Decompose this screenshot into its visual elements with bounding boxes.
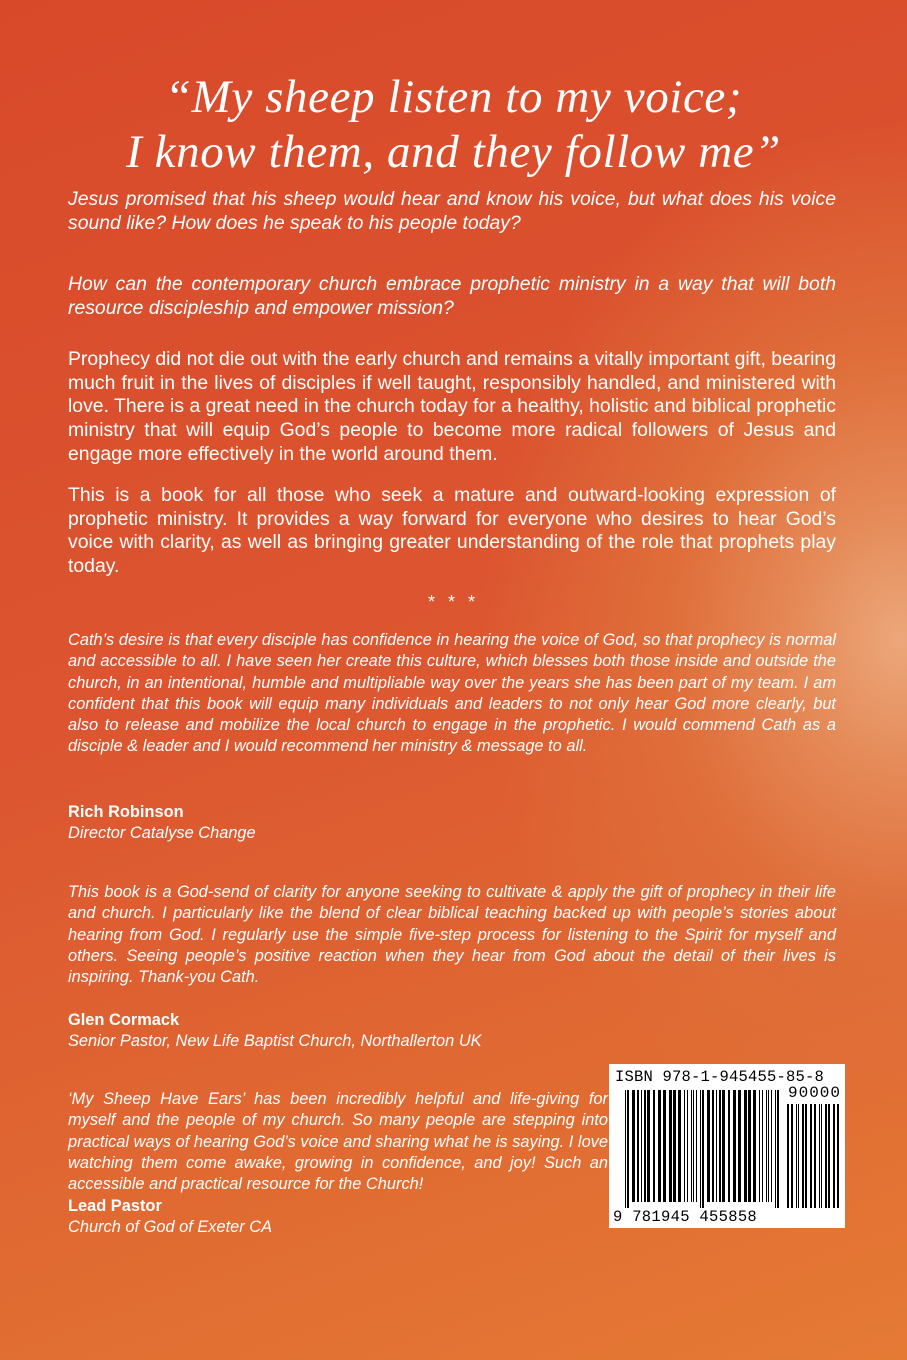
barcode-bar xyxy=(696,1090,697,1202)
isbn-label: ISBN 978-1-945455-85-8 xyxy=(615,1068,825,1086)
barcode-bar xyxy=(766,1090,767,1202)
barcode-bar xyxy=(637,1090,639,1202)
barcode-bar xyxy=(673,1090,676,1202)
barcode-bar xyxy=(684,1090,685,1202)
barcode-bar xyxy=(719,1090,721,1202)
barcode-bar xyxy=(771,1090,772,1202)
addon-bar xyxy=(796,1104,797,1208)
barcode-bar xyxy=(644,1090,646,1202)
barcode-bar xyxy=(733,1090,736,1202)
barcode-bar xyxy=(653,1090,655,1202)
ean-digits: 9 781945 455858 xyxy=(613,1208,758,1226)
barcode-bar xyxy=(669,1090,672,1202)
headline-line-1: “My sheep listen to my voice; xyxy=(164,71,743,123)
barcode-bar xyxy=(728,1090,730,1202)
endorsement-name-1: Rich Robinson xyxy=(68,803,184,821)
barcode-bar xyxy=(744,1090,747,1202)
barcode-bar xyxy=(663,1090,666,1202)
barcode-bar xyxy=(777,1090,779,1208)
barcode-bar xyxy=(625,1090,626,1208)
barcode-bar xyxy=(707,1090,710,1202)
endorsement-name-2: Glen Cormack xyxy=(68,1011,180,1029)
barcode-bar xyxy=(627,1090,629,1208)
addon-bar xyxy=(819,1104,820,1208)
barcode-bar xyxy=(759,1090,760,1202)
addon-bar xyxy=(787,1104,789,1208)
headline-quote xyxy=(0,70,907,180)
addon-bar xyxy=(837,1104,839,1208)
barcode-bar xyxy=(762,1090,763,1202)
intro-paragraph-3: Prophecy did not die out with the early church and remains a vitally important gift, bearing much fruit in the lives of disciples if well taught, responsibly handled, and ministered with love. There is a great need in the church today for a healthy, holistic and biblical prophetic ministry that will equip God’s people to become more radical followers of Jesus and engage more effectively in the world around them. xyxy=(68,348,836,465)
barcode-bar xyxy=(641,1090,642,1202)
intro-paragraph-4: This is a book for all those who seek a mature and outward-looking expression of prophetic ministry. It provides a way forward for everyone who desires to hear God’s voice with clarity, as well as bringing greater understanding of the role that prophets play today. xyxy=(68,484,836,578)
addon-bar xyxy=(814,1104,816,1208)
barcode-bar xyxy=(775,1090,776,1208)
barcode-bar xyxy=(748,1090,751,1202)
endorsement-role-3: Church of God of Exeter CA xyxy=(68,1218,273,1236)
addon-bar xyxy=(791,1104,793,1208)
barcode-bar xyxy=(632,1090,635,1202)
barcode-bar xyxy=(693,1090,694,1202)
endorsement-quote-2: This book is a God-send of clarity for anyone seeking to cultivate & apply the gift of prophecy in their life and church. I particularly like the blend of clear biblical teaching backed up with people’s stories about hearing from God. I regularly use the simple five-step process for listening to the Spirit for myself and others. Seeing people’s positive reaction when they hear from God about the detail of their lives is inspiring. Thank-you Cath. xyxy=(68,883,836,987)
barcode-bar xyxy=(687,1090,688,1202)
addon-bar xyxy=(810,1104,812,1208)
isbn-barcode xyxy=(609,1064,845,1228)
barcode-bar xyxy=(712,1090,714,1202)
intro-paragraph-2: How can the contemporary church embrace prophetic ministry in a way that will both resource discipleship and empower mission? xyxy=(68,273,836,319)
headline-line-2: I know them, and they follow me” xyxy=(126,126,781,178)
addon-bar xyxy=(833,1104,835,1208)
addon-bar xyxy=(802,1104,804,1208)
barcode-bar xyxy=(691,1090,692,1202)
barcode-bar xyxy=(702,1090,704,1208)
barcode-bar xyxy=(658,1090,661,1202)
price-code: 90000 xyxy=(787,1084,841,1102)
endorsement-quote-1: Cath’s desire is that every disciple has confidence in hearing the voice of God, so that prophecy is normal and accessible to all. I have seen her create this culture, which blesses both those inside and outside the church, in an intentional, humble and multipliable way over the years she has been part of my team. I am confident that this book will equip many individuals and leaders to not only hear God more clearly, but also to release and mobilize the local church to engage in the prophetic. I would commend Cath as a disciple & leader and I would recommend her ministry & message to all. xyxy=(68,631,836,756)
barcode-bar xyxy=(753,1090,756,1202)
barcode-bar xyxy=(716,1090,717,1202)
barcode-bar xyxy=(768,1090,769,1202)
addon-bar xyxy=(821,1104,822,1208)
barcode-bar xyxy=(647,1090,650,1202)
addon-bar xyxy=(798,1104,799,1208)
barcode-bar xyxy=(722,1090,725,1202)
endorsement-quote-3: ‘My Sheep Have Ears’ has been incredibly helpful and life-giving for myself and the people of my church. So many people are stepping into practical ways of hearing God’s voice and sharing what he is saying. I love watching them come awake, growing in confidence, and joy! Such an accessible and practical resource for the Church! xyxy=(68,1090,608,1194)
addon-bar xyxy=(805,1104,807,1208)
addon-bar xyxy=(825,1104,827,1208)
addon-bar xyxy=(828,1104,830,1208)
barcode-bar xyxy=(678,1090,681,1202)
endorsement-role-2: Senior Pastor, New Life Baptist Church, Northallerton UK xyxy=(68,1032,482,1050)
intro-paragraph-1: Jesus promised that his sheep would hear and know his voice, but what does his voice sound like? How does he speak to his people today? xyxy=(68,188,836,234)
barcode-bar xyxy=(738,1090,741,1202)
barcode-bar xyxy=(700,1090,701,1208)
endorsement-role-1: Director Catalyse Change xyxy=(68,824,256,842)
section-divider: * * * xyxy=(427,592,480,612)
endorsement-name-3: Lead Pastor xyxy=(68,1197,162,1215)
